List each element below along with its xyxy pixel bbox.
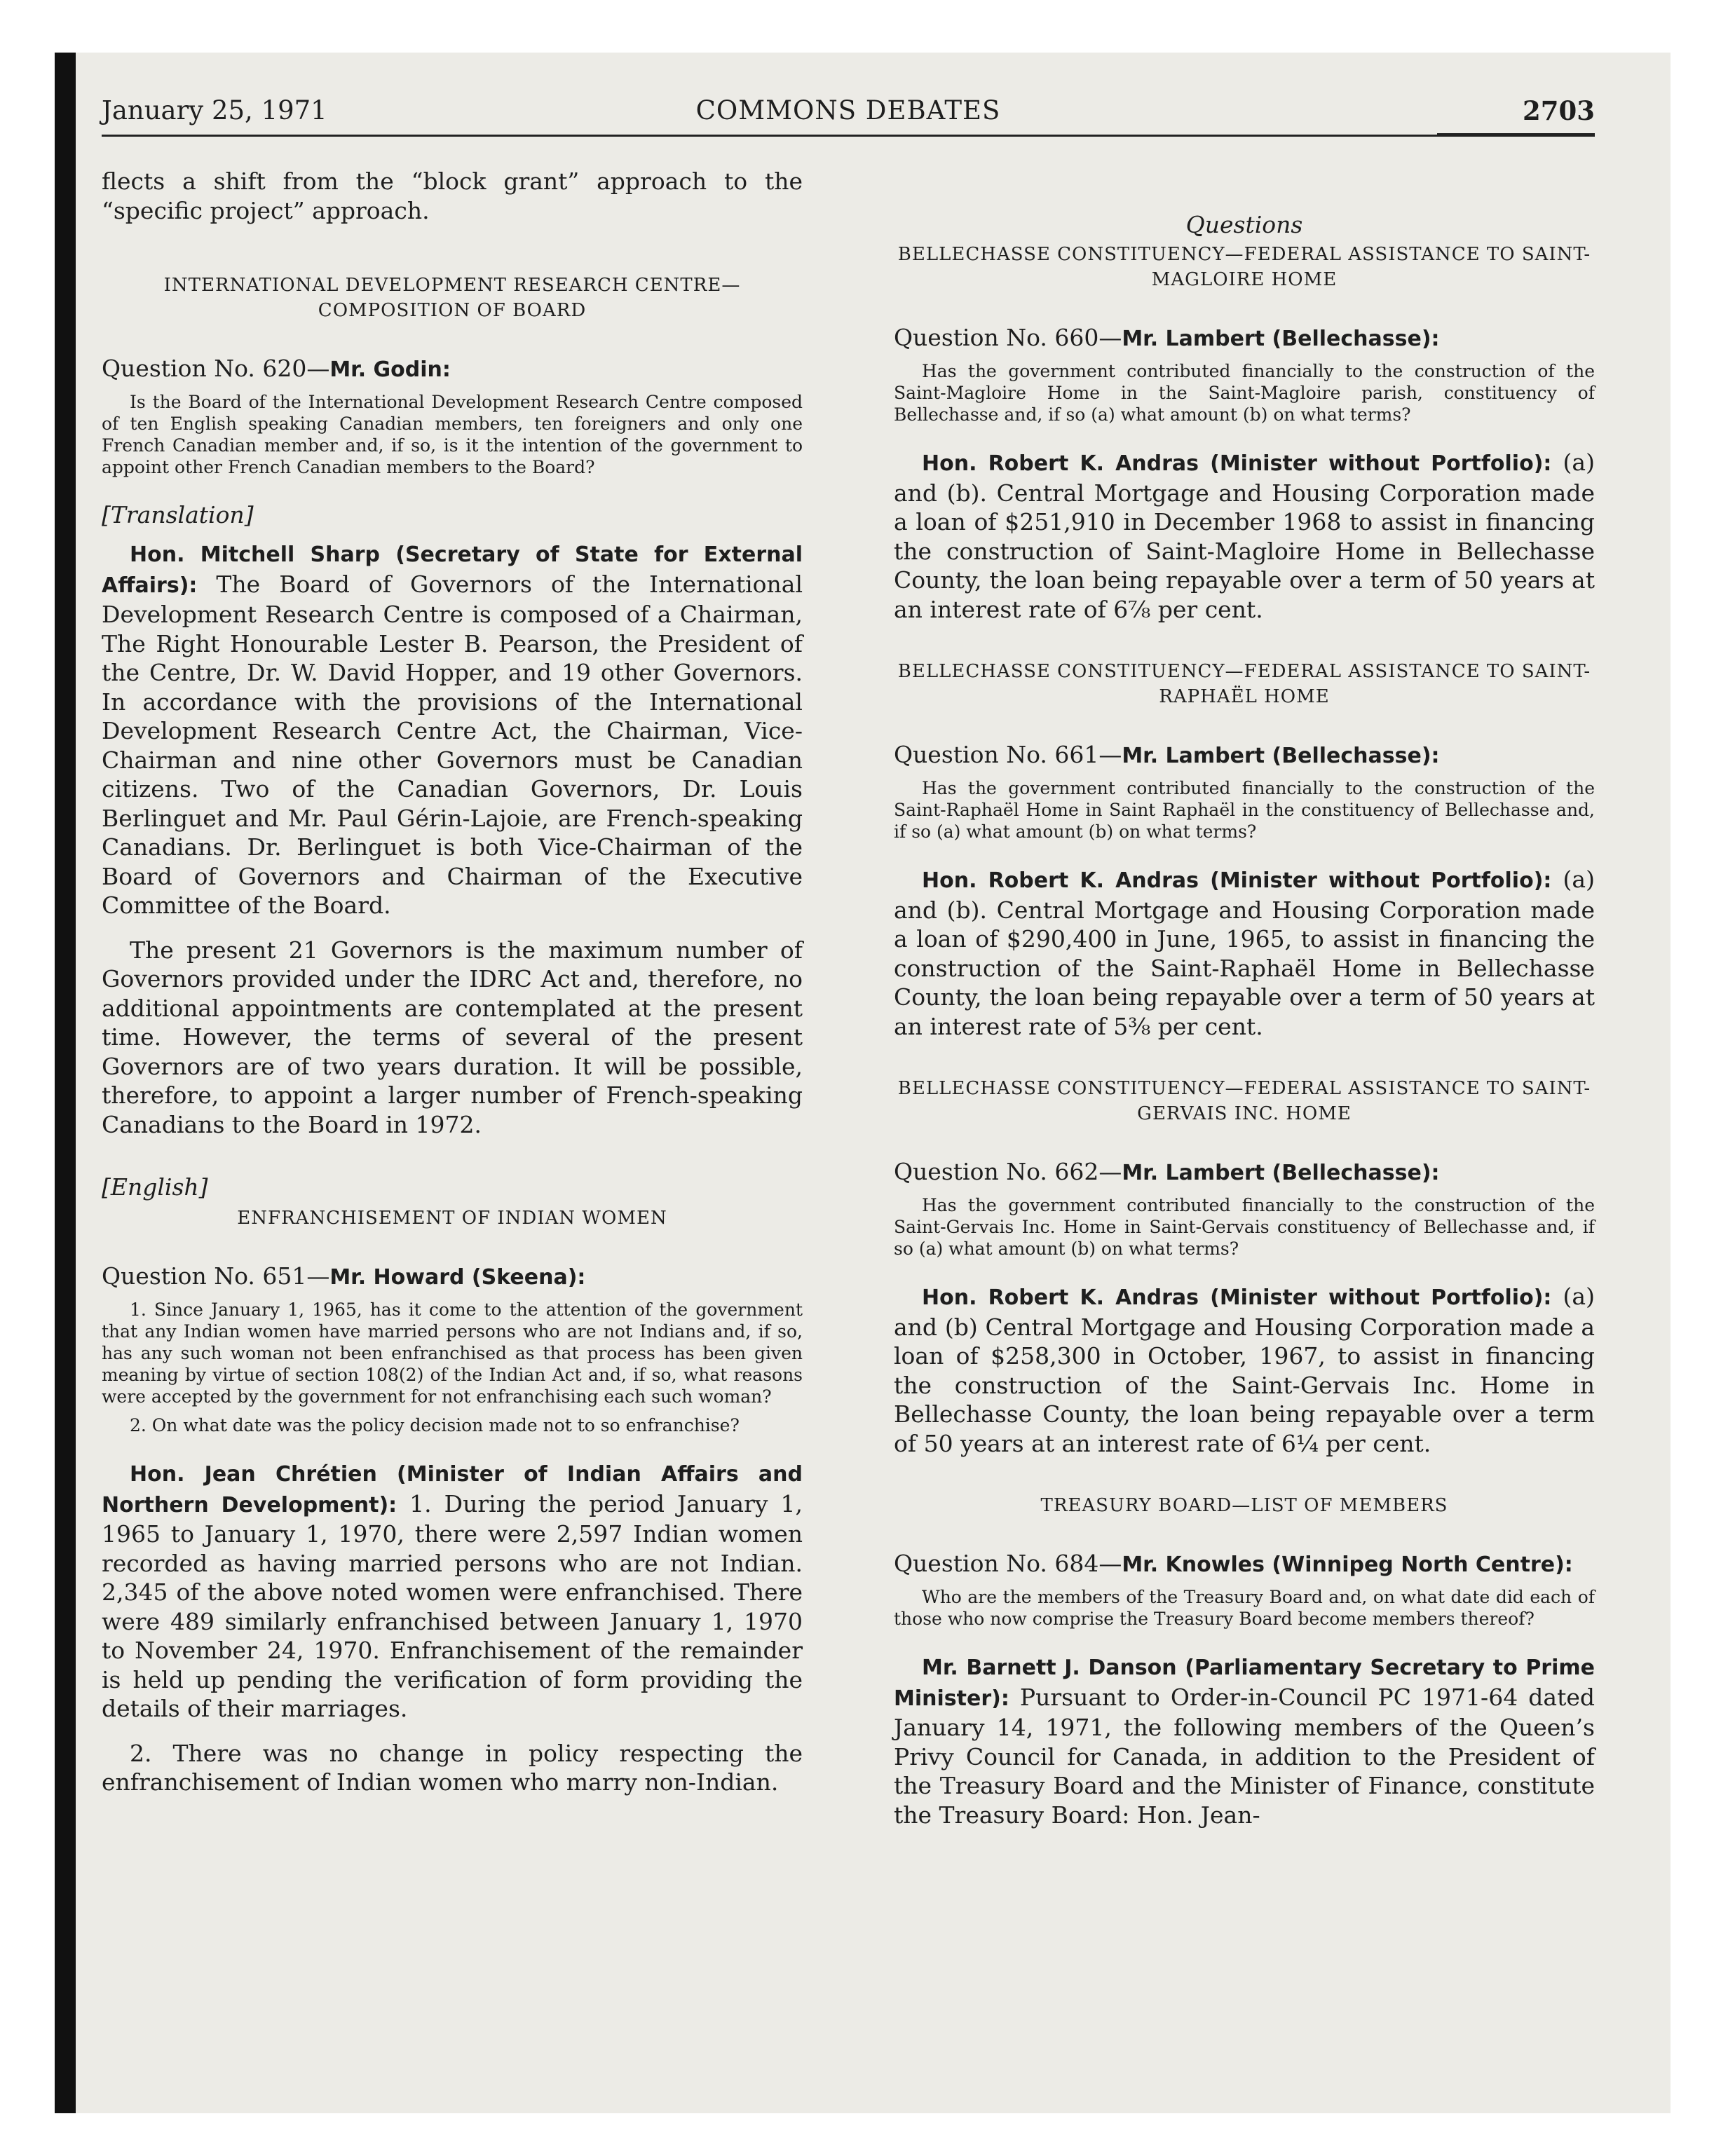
section-label: Questions xyxy=(1185,211,1303,238)
speaker: Hon. Robert K. Andras (Minister without Portfolio): xyxy=(922,868,1552,893)
q662-question-text: Has the government contributed financially to the construction of the Saint-Gervais Inc. Home in Saint-Gervais constituency of Bellechasse and, if so (a) what amount (b) on what terms? xyxy=(894,1195,1595,1259)
question-number: Question No. 620— xyxy=(102,355,330,382)
answer-text: Pursuant to Order-in-Council PC 1971-64 dated January 14, 1971, the following members of the Queen’s Privy Council for Canada, in addition to the President of the Treasury Board and the Minister of Finance, constitute the Treasury Board: Hon. Jean- xyxy=(894,1683,1595,1829)
idrc-question-text: Is the Board of the International Development Research Centre composed of ten English speaking Canadian members, ten foreigners and only one French Canadian member and, if so, is it the intention of the government to appoint other French Canadian members to the Board? xyxy=(102,392,803,477)
q660-heading: BELLECHASSE CONSTITUENCY—FEDERAL ASSISTANCE TO SAINT-MAGLOIRE HOME xyxy=(897,244,1591,290)
english-label: [English] xyxy=(102,1173,208,1201)
q662-question-line xyxy=(894,1157,1595,1187)
idrc-question-line xyxy=(102,354,803,384)
continued-text: flects a shift from the “block grant” approach to the “specific project” approach. xyxy=(102,168,803,224)
question-number: Question No. 661— xyxy=(894,741,1122,768)
enfr-answer-1 xyxy=(102,1459,803,1724)
right-column xyxy=(894,210,1595,1845)
speaker: Hon. Robert K. Andras (Minister without Portfolio): xyxy=(922,451,1552,476)
q684-heading: TREASURY BOARD—LIST OF MEMBERS xyxy=(1040,1495,1448,1516)
header-rule-thick xyxy=(1437,133,1595,137)
asker: Mr. Howard (Skeena): xyxy=(329,1265,586,1290)
idrc-answer-2: The present 21 Governors is the maximum number of Governors provided under the IDRC Act and, therefore, no additional appointments are contemplated at the present time. However, the terms of several of the present Governors are of two years duration. It will be possible, therefore, to appoint a larger number of French-speaking Canadians to the Board in 1972. xyxy=(102,936,803,1138)
speaker: Hon. Robert K. Andras (Minister without Portfolio): xyxy=(922,1285,1552,1310)
header-date: January 25, 1971 xyxy=(102,95,327,125)
idrc-heading: INTERNATIONAL DEVELOPMENT RESEARCH CENTRE—COMPOSITION OF BOARD xyxy=(163,275,741,321)
speaker: Hon. Jean Chrétien (Minister of Indian Affairs and Northern Development): xyxy=(102,1462,803,1517)
q661-question-line xyxy=(894,740,1595,770)
header-rule xyxy=(102,135,1595,137)
q660-question-text: Has the government contributed financially to the construction of the Saint-Magloire Home in the Saint-Magloire parish, constituency of Bellechasse and, if so (a) what amount (b) on what terms? xyxy=(894,361,1595,425)
q684-question-line xyxy=(894,1549,1595,1579)
speaker: Hon. Mitchell Sharp (Secretary of State for External Affairs): xyxy=(102,543,803,598)
q662-heading: BELLECHASSE CONSTITUENCY—FEDERAL ASSISTANCE TO SAINT-GERVAIS INC. HOME xyxy=(897,1078,1591,1124)
scan-edge xyxy=(55,53,76,2113)
answer-text: (a) and (b). Central Mortgage and Housing Corporation made a loan of $290,400 in June, 1965, to assist in financing the construction of the Saint-Raphaël Home in Bellechasse County, the loan being repayable over a term of 50 years at an interest rate of 5⅜ per cent. xyxy=(894,866,1595,1040)
publication-title: COMMONS DEBATES xyxy=(695,95,1001,125)
question-number: Question No. 684— xyxy=(894,1550,1122,1577)
asker: Mr. Godin: xyxy=(329,357,451,382)
enfr-question-2: 2. On what date was the policy decision made not to so enfranchise? xyxy=(130,1415,740,1435)
q660-question-line xyxy=(894,323,1595,353)
enfr-question-1: 1. Since January 1, 1965, has it come to the attention of the government that any Indian women have married persons who are not Indians and, if so, has any such woman not been enfranchised as that process has been given meaning by virtue of section 108(2) of the Indian Act and, if so, what reasons were accepted by the government for not enfranchising each such woman? xyxy=(102,1299,803,1407)
translation-label: [Translation] xyxy=(102,501,254,528)
asker: Mr. Lambert (Bellechasse): xyxy=(1122,744,1440,768)
enfr-heading: ENFRANCHISEMENT OF INDIAN WOMEN xyxy=(237,1208,667,1229)
q684-question-text: Who are the members of the Treasury Board and, on what date did each of those who now comprise the Treasury Board become members thereof? xyxy=(894,1587,1595,1629)
answer-text: The Board of Governors of the International Development Research Centre is composed of a Chairman, The Right Honourable Lester B. Pearson, the President of the Centre, Dr. W. David Hopper, and 19 other Governors. In accordance with the provisions of the International Development Research Centre Act, the Chairman, Vice-Chairman and nine other Governors must be Canadian citizens. Two of the Canadian Governors, Dr. Louis Berlinguet and Mr. Paul Gérin-Lajoie, are French-speaking Canadians. Dr. Berlinguet is both Vice-Chairman of the Board of Governors and Chairman of the Executive Committee of the Board. xyxy=(102,570,803,919)
enfr-question-line xyxy=(102,1262,803,1292)
asker: Mr. Knowles (Winnipeg North Centre): xyxy=(1122,1553,1573,1577)
answer-text: 1. During the period January 1, 1965 to January 1, 1970, there were 2,597 Indian women recorded as having married persons who are not Indian. 2,345 of the above noted women were enfranchised. There were 489 similarly enfranchised between January 1, 1970 to November 24, 1970. Enfranchisement of the remainder is held up pending the verification of form providing the details of their marriages. xyxy=(102,1489,803,1722)
answer-text: (a) and (b) Central Mortgage and Housing Corporation made a loan of $258,300 in October, 1967, to assist in financing the construction of the Saint-Gervais Inc. Home in Bellechasse County, the loan being repayable over a term of 50 years at an interest rate of 6¼ per cent. xyxy=(894,1283,1595,1457)
idrc-answer-1 xyxy=(102,539,803,920)
speaker: Mr. Barnett J. Danson (Parliamentary Secretary to Prime Minister): xyxy=(894,1656,1595,1711)
q661-answer xyxy=(894,865,1595,1041)
q684-answer xyxy=(894,1652,1595,1829)
asker: Mr. Lambert (Bellechasse): xyxy=(1122,327,1440,351)
q661-heading: BELLECHASSE CONSTITUENCY—FEDERAL ASSISTANCE TO SAINT-RAPHAËL HOME xyxy=(897,661,1591,707)
enfr-answer-2: 2. There was no change in policy respecting the enfranchisement of Indian women who marry non-Indian. xyxy=(102,1739,803,1796)
question-number: Question No. 662— xyxy=(894,1158,1122,1185)
q661-question-text: Has the government contributed financially to the construction of the Saint-Raphaël Home in Saint Raphaël in the constituency of Bellechasse and, if so (a) what amount (b) on what terms? xyxy=(894,778,1595,842)
page-number: 2703 xyxy=(1523,95,1595,126)
q662-answer xyxy=(894,1282,1595,1458)
left-column xyxy=(102,167,803,1813)
asker: Mr. Lambert (Bellechasse): xyxy=(1122,1161,1440,1185)
question-number: Question No. 651— xyxy=(102,1262,330,1290)
question-number: Question No. 660— xyxy=(894,324,1122,351)
q660-answer xyxy=(894,448,1595,624)
answer-text: (a) and (b). Central Mortgage and Housing Corporation made a loan of $251,910 in December 1968 to assist in financing the construction of Saint-Magloire Home in Bellechasse County, the loan being repayable over a term of 50 years at an interest rate of 6⅞ per cent. xyxy=(894,449,1595,623)
